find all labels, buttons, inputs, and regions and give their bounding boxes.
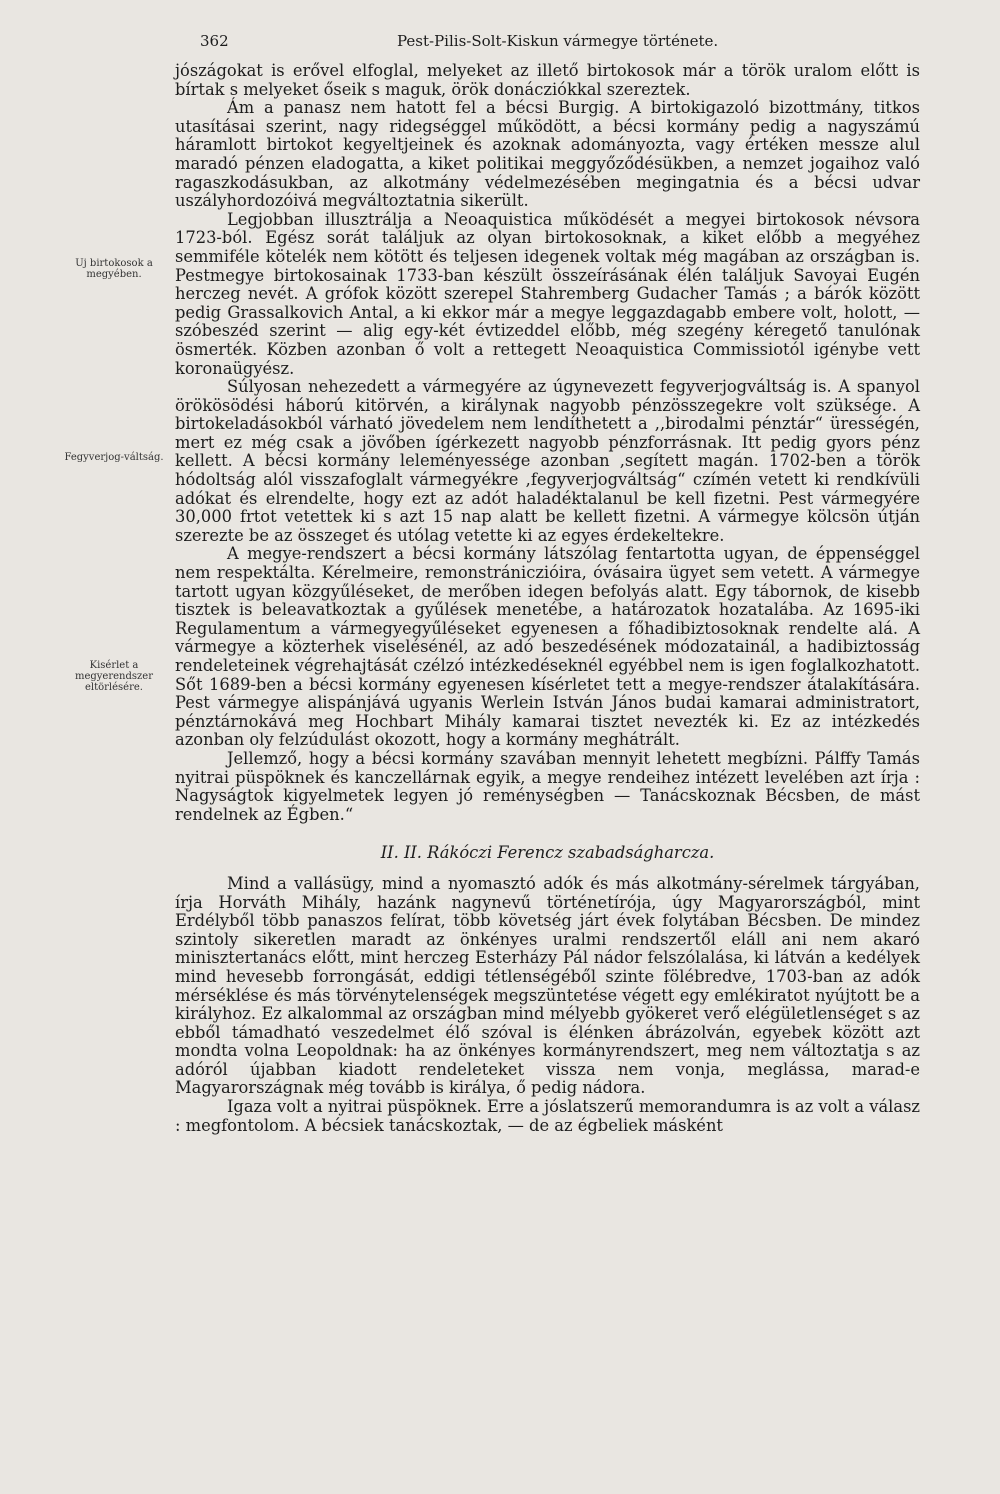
running-title: Pest-Pilis-Solt-Kiskun vármegye története. (397, 32, 719, 50)
section-number: II. (380, 843, 399, 863)
page-body (175, 62, 920, 1135)
paragraph: Ám a panasz nem hatott fel a bécsi Burgig. A birtokigazoló bizottmány, titkos utasításai szerint, nagy ridegséggel működött, a bécsi kormány pedig a nagyszámú háramlott birtokot kegyeltjeinek és azoknak adományozta, vagy értéken messze alul maradó pénzen eladogatta, a kiket politikai meggyőződésükben, a nemzet jogaihoz való ragaszkodásukban, az alkotmány védelmezésében megingatnia és a bécsi udvar uszályhordozóivá megváltoztatnia sikerült. (175, 98, 920, 211)
paragraph: Súlyosan nehezedett a vármegyére az úgynevezett fegyverjogváltság is. A spanyol örökösödési háború kitörvén, a királynak nagyobb pénzösszegekre volt szüksége. A birtokeladásokból várható jövedelem nem lendíthetett a ,,birodalmi pénztár“ ürességén, mert ez még csak a jövőben ígérkezett nagyobb pénzforrásnak. Itt pedig gyors pénz kellett. A bécsi kormány leleményessége azonban ,segített magán. 1702-ben a török hódoltság alól visszafoglalt vármegyékre ,fegyverjogváltság“ czímén vetett ki rendkívüli adókat és elrendelte, hogy ezt az adót haladéktalanul be kell fizetni. Pest vármegyére 30,000 frtot vetettek ki s azt 15 nap alatt be kellett fizetni. A vármegye kölcsön útján szerezte be az összeget és utólag vetette ki az egyes érdekeltekre. (175, 377, 920, 545)
paragraph: jószágokat is erővel elfoglal, melyeket az illető birtokosok már a török uralom előtt is bírtak s melyeket őseik s maguk, örök donácziókkal szereztek. (175, 61, 920, 99)
paragraph: Jellemző, hogy a bécsi kormány szavában mennyit lehetett megbízni. Pálffy Tamás nyitrai püspöknek és kanczellárnak egyik, a megye rendeihez intézett levelében azt írja : Nagyságtok kigyelmetek legyen jó reménységben — Tanácskoznak Bécsben, de mást rendelnek az Égben.“ (175, 748, 920, 824)
margin-note-county-system: Kisérlet a megyerendszer eltörlésére. (74, 660, 153, 693)
paragraph: A megye-rendszert a bécsi kormány látszólag fentartotta ugyan, de éppenséggel nem respektálta. Kérelmeire, remonstrániczióira, óvásaira ügyet sem vetett. A vármegye tartott ugyan közgyűléseket, de merőben idegen befolyás alatt. Egy tábornok, de kisebb tisztek is beleavatkoztak a gyűlések menetébe, a határozatok hozatalába. Az 1695-iki Regulamentum a vármegyegyűléseket egyenesen a főhadibiztosoknak rendelte alá. A vármegye a közterhek viselésénél, az adó beszedésének módozatainál, a hadibiztosság rendeleteinek végrehajtását czélzó intézkedéseknél egyébbel nem is igen foglalkozhatott. Sőt 1689-ben a bécsi kormány egyenesen kísérletet tett a megye-rendszer átalakítására. Pest vármegye alispánjává ugyanis Werlein István János budai kamarai administratort, pénztárnokává meg Hochbart Mihály kamarai tisztet nevezték ki. Ez az intézkedés azonban oly felzúdulást okozott, hogy a kormány meghátrált. (175, 544, 920, 750)
section-title: II. Rákóczi Ferencz szabadságharcza. (403, 843, 715, 863)
page-number: 362 (200, 32, 229, 50)
section-heading (175, 844, 920, 863)
paragraph: Igaza volt a nyitrai püspöknek. Erre a jóslatszerű memorandumra is az volt a válasz : megfontolom. A bécsiek tanácskoztak, — de az égbeliek másként (175, 1097, 920, 1135)
paragraph: Mind a vallásügy, mind a nyomasztó adók és más alkotmány-sérelmek tárgyában, írja Horváth Mihály, hazánk nagynevű történetírója, úgy Magyarországból, mint Erdélyből több panaszos felírat, több követség járt évek folytában Bécsben. De mindez szintoly sikeretlen maradt az önkényes uralmi rendszertől eláll ani nem akaró minisztertanács előtt, mint herczeg Esterházy Pál nádor felszólalása, ki látván a kedélyek mind hevesebb forrongását, eddigi tétlenségéből szinte fölébredve, 1703-ban az adók mérséklése és más törvénytelenségek megszüntetése végett egy emlékiratot nyújtott be a királyhoz. Ez alkalommal az országban mind mélyebb gyökeret verő elégületlenséget s az ebből támadható veszedelmet élő szóval is élénken ábrázolván, egyebek között azt mondta volna Leopoldnak: ha az önkényes kormányrendszert, meg nem változtatja s az adóról újabban kiadott rendeleteket vissza nem vonja, meglássa, marad-e Magyarországnak még tovább is királya, ő pedig nádora. (175, 873, 920, 1098)
paragraph: Legjobban illusztrálja a Neoaquistica működését a megyei birtokosok névsora 1723-ból. Egész sorát találjuk az olyan birtokosoknak, a kiket előbb a megyéhez semmiféle kötelék nem kötött és teljesen idegenek voltak még magában az országban is. Pestmegye birtokosainak 1733-ban készült összeírásának élén találjuk Savoyai Eugén herczeg nevét. A grófok között szerepel Stahremberg Gudacher Tamás ; a bárók között pedig Grassalkovich Antal, a ki ekkor már a megye leggazdagabb embere volt, holott, — szóbeszéd szerint — alig egy-két évtizeddel előbb, még szegény kéregető tanulónak ösmerték. Közben azonban ő volt a rettegett Neoaquistica Commissiotól igénybe vett koronaügyész. (175, 209, 920, 378)
margin-note-new-landowners: Uj birtokosok a megyében. (75, 258, 153, 280)
margin-note-arms-redemption: Fegyverjog-váltság. (64, 452, 164, 463)
